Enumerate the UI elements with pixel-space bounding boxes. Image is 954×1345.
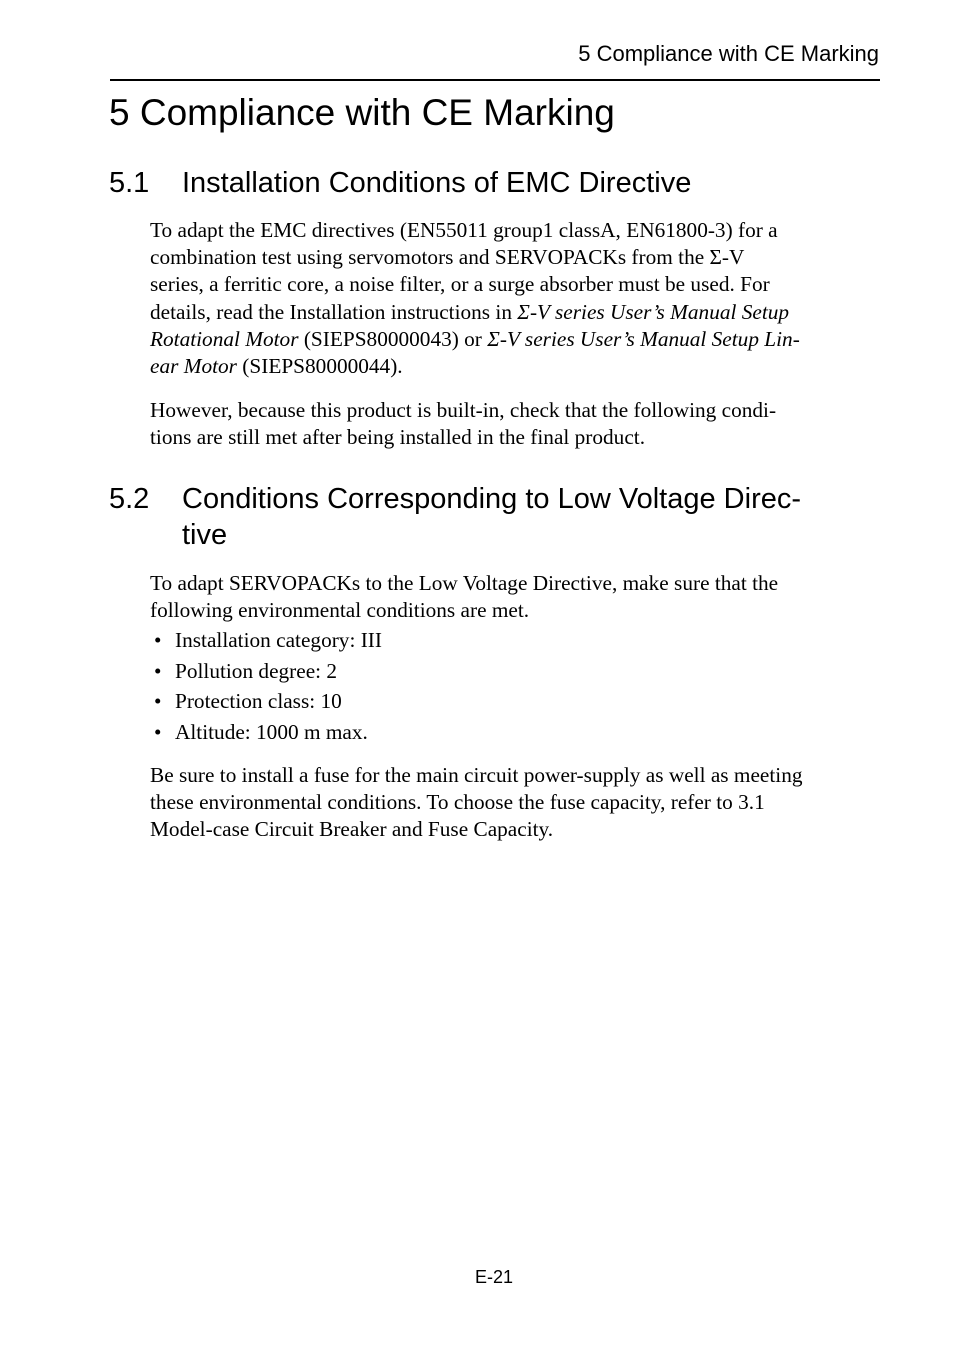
bullet-icon: •	[154, 719, 162, 744]
text-line	[150, 326, 885, 353]
text-line: Model-case Circuit Breaker and Fuse Capacity.	[150, 817, 554, 842]
text-run: (SIEPS80000043) or	[298, 326, 488, 351]
list-item-text: Altitude: 1000 m max.	[175, 719, 368, 744]
list-item-text: Protection class: 10	[175, 689, 342, 713]
text-line: To adapt SERVOPACKs to the Low Voltage Directive, make sure that the	[150, 571, 779, 595]
page-number: E-21	[474, 1267, 514, 1287]
manual-title-linear: Σ-V series User’s Manual Setup Lin-	[487, 326, 800, 351]
text-line: To adapt the EMC directives (EN55011 group1 classA, EN61800-3) for a	[150, 218, 778, 242]
list-item-text: Pollution degree: 2	[175, 658, 338, 683]
section-heading-5-2	[109, 481, 879, 553]
text-line: series, a ferritic core, a noise filter, or a surge absorber must be used. For	[150, 272, 770, 297]
bullet-icon: •	[154, 689, 162, 713]
section-heading-5-1	[109, 165, 879, 201]
chapter-title: 5 Compliance with CE Marking	[109, 92, 615, 133]
text-line	[150, 299, 885, 326]
list-item-text: Installation category: III	[175, 628, 382, 652]
bullet-icon: •	[154, 658, 162, 683]
built-in-paragraph	[150, 397, 885, 451]
section-title-line1: Conditions Corresponding to Low Voltage Direc-	[182, 483, 802, 515]
list-item	[150, 656, 382, 687]
emc-paragraph	[150, 217, 885, 380]
text-line	[150, 353, 885, 380]
manual-title-linear-cont: ear Motor	[150, 354, 237, 379]
text-line: tions are still met after being installed in the final product.	[150, 425, 646, 450]
text-line: However, because this product is built-in, check that the following condi-	[150, 398, 777, 422]
section-number: 5.2	[109, 483, 150, 515]
section-title-line2: tive	[182, 519, 228, 551]
text-run: details, read the Installation instructions in	[150, 299, 518, 324]
low-voltage-paragraph	[150, 570, 885, 624]
list-item	[150, 686, 382, 717]
environment-conditions-list	[150, 625, 382, 747]
running-header: 5 Compliance with CE Marking	[578, 41, 879, 66]
text-line: following environmental conditions are met.	[150, 598, 530, 623]
text-line: these environmental conditions. To choose the fuse capacity, refer to 3.1	[150, 790, 765, 815]
header-rule	[110, 79, 880, 81]
list-item	[150, 625, 382, 656]
bullet-icon: •	[154, 628, 162, 652]
section-title: Installation Conditions of EMC Directive	[182, 167, 692, 199]
manual-title-rotational-cont: Rotational Motor	[150, 326, 299, 351]
fuse-paragraph	[150, 762, 885, 844]
list-item	[150, 717, 382, 748]
section-number: 5.1	[109, 167, 150, 199]
text-run: (SIEPS80000044).	[236, 354, 403, 379]
text-line: Be sure to install a fuse for the main circuit power-supply as well as meeting	[150, 763, 803, 787]
manual-title-rotational: Σ-V series User’s Manual Setup	[517, 299, 790, 324]
text-line: combination test using servomotors and SERVOPACKs from the Σ-V	[150, 245, 745, 270]
